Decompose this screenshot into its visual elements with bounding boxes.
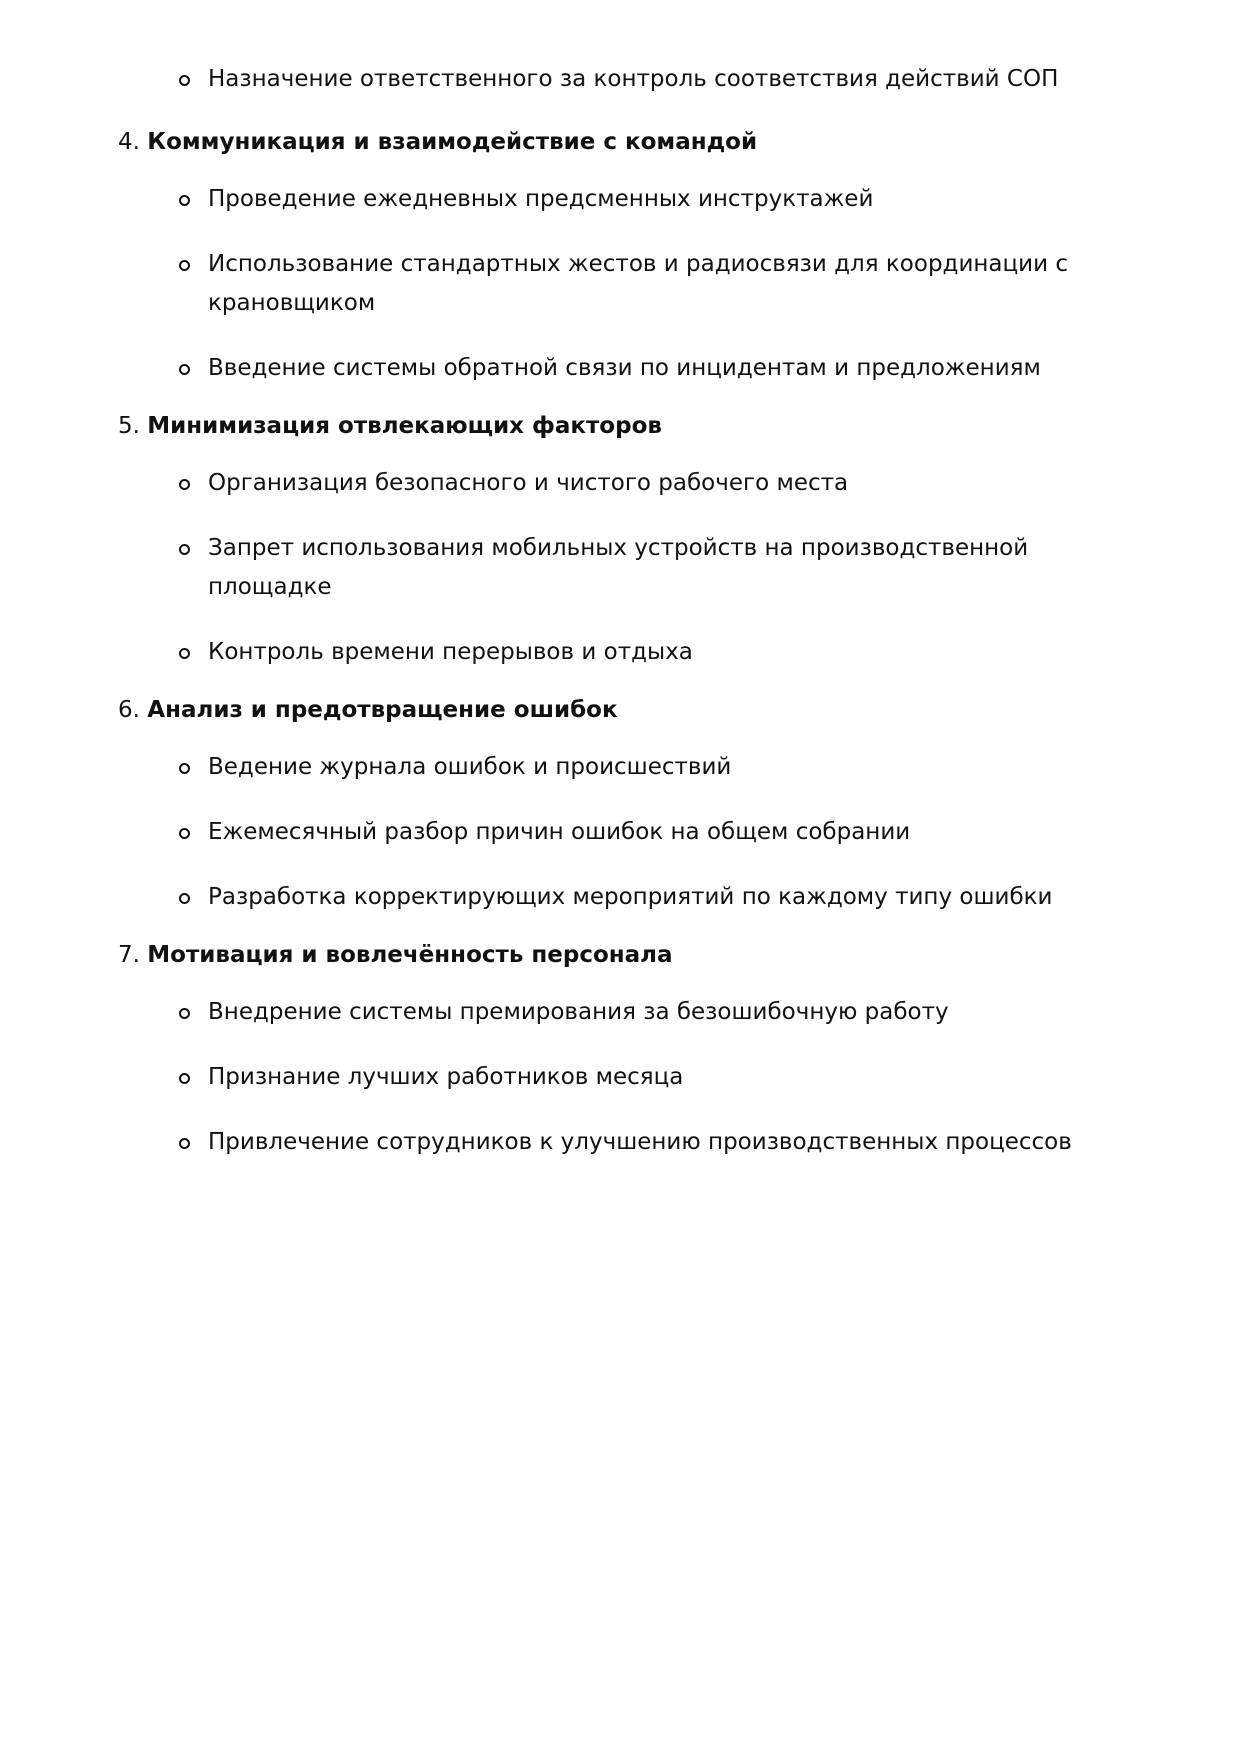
list-item: Запрет использования мобильных устройств на производственной площадке [208, 529, 1118, 607]
list-item: Разработка корректирующих мероприятий по каждому типу ошибки [208, 878, 1118, 917]
list-item: Ведение журнала ошибок и происшествий [208, 748, 1118, 787]
section-number: 4. [118, 129, 140, 155]
list-item: Назначение ответственного за контроль соответствия действий СОП [208, 60, 1058, 99]
section-title: Мотивация и вовлечённость персонала [147, 942, 673, 968]
list-item: Организация безопасного и чистого рабочего места [208, 464, 1118, 503]
section-heading [118, 694, 1118, 726]
list-item: Проведение ежедневных предсменных инструктажей [208, 180, 1118, 219]
section-5 [118, 410, 1118, 672]
section-4 [118, 126, 1118, 388]
bullet-list [118, 993, 1118, 1162]
bullet-list [118, 464, 1118, 672]
section-number: 6. [118, 697, 140, 723]
section-7 [118, 939, 1118, 1162]
list-item: Внедрение системы премирования за безошибочную работу [208, 993, 1118, 1032]
bullet-list [118, 180, 1118, 388]
numbered-section-list [118, 126, 1118, 1184]
list-item: Использование стандартных жестов и радиосвязи для координации с крановщиком [208, 245, 1118, 323]
list-item: Введение системы обратной связи по инцидентам и предложениям [208, 349, 1118, 388]
section-title: Коммуникация и взаимодействие с командой [147, 129, 758, 155]
section-heading [118, 939, 1118, 971]
section-title: Анализ и предотвращение ошибок [147, 697, 618, 723]
section-heading [118, 410, 1118, 442]
section-number: 7. [118, 942, 140, 968]
list-item: Контроль времени перерывов и отдыха [208, 633, 1118, 672]
section-number: 5. [118, 413, 140, 439]
list-item: Ежемесячный разбор причин ошибок на общем собрании [208, 813, 1118, 852]
section-heading [118, 126, 1118, 158]
section-title: Минимизация отвлекающих факторов [147, 413, 662, 439]
bullet-list [118, 748, 1118, 917]
section-6 [118, 694, 1118, 917]
list-item: Признание лучших работников месяца [208, 1058, 1118, 1097]
list-item: Привлечение сотрудников к улучшению производственных процессов [208, 1123, 1118, 1162]
continued-bullet-list [208, 60, 1058, 99]
